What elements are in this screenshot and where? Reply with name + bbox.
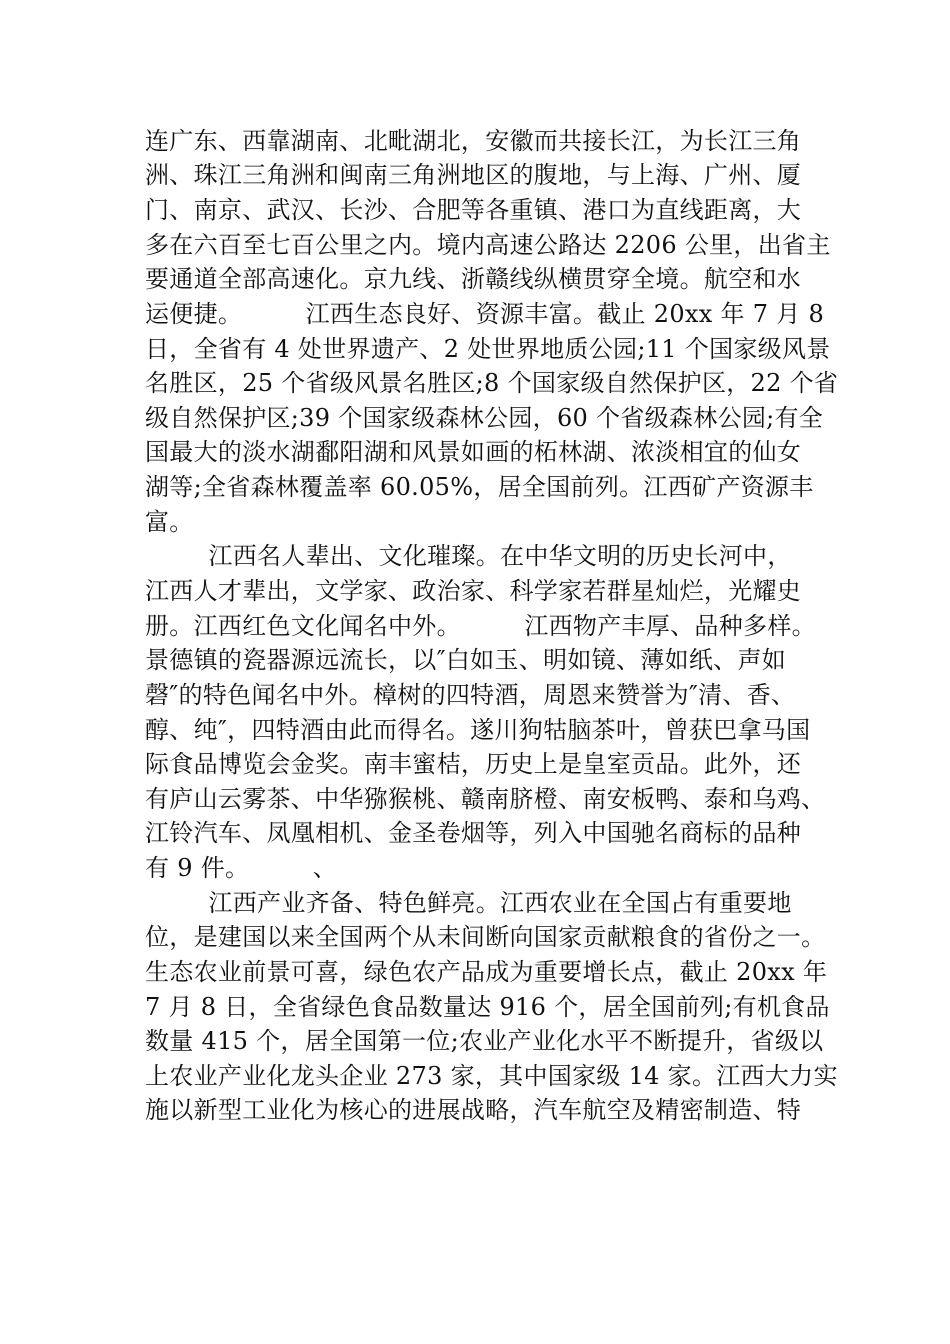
text-line: 际食品博览会金奖。南丰蜜桔，历史上是皇室贡品。此外，还 (145, 750, 802, 778)
text-line: 国最大的淡水湖鄱阳湖和风景如画的柘林湖、浓淡相宜的仙女 (145, 438, 802, 466)
text-line: 多在六百至七百公里之内。境内高速公路达 2206 公里，出省主 (145, 231, 831, 259)
text-line: 要通道全部高速化。京九线、浙赣线纵横贯穿全境。航空和水 (145, 265, 802, 293)
text-line: 醇、纯″，四特酒由此而得名。遂川狗牯脑茶叶，曾获巴拿马国 (145, 716, 811, 744)
text-line: 洲、珠江三角洲和闽南三角洲地区的腹地，与上海、广州、厦 (145, 161, 802, 189)
text-line: 名胜区，25 个省级风景名胜区;8 个国家级自然保护区，22 个省 (145, 369, 839, 397)
text-line: 富。 (145, 508, 194, 536)
text-line: 磬″的特色闻名中外。樟树的四特酒，周恩来赞誉为″清、香、 (145, 681, 796, 709)
text-line: 连广东、西靠湖南、北毗湖北，安徽而共接长江，为长江三角 (145, 127, 802, 155)
text-line: 有 9 件。 、 (145, 854, 338, 882)
text-line: 门、南京、武汉、长沙、合肥等各重镇、港口为直线距离，大 (145, 196, 802, 224)
text-line: 有庐山云雾茶、中华猕猴桃、赣南脐橙、南安板鸭、泰和乌鸡、 (145, 785, 826, 813)
text-line: 7 月 8 日，全省绿色食品数量达 916 个，居全国前列;有机食品 (145, 993, 830, 1021)
text-line: 上农业产业化龙头企业 273 家，其中国家级 14 家。江西大力实 (145, 1062, 838, 1090)
text-line: 册。江西红色文化闻名中外。 江西物产丰厚、品种多样。 (145, 612, 816, 640)
text-line: 景德镇的瓷器源远流长，以″白如玉、明如镜、薄如纸、声如 (145, 646, 787, 674)
text-line: 湖等;全省森林覆盖率 60.05%，居全国前列。江西矿产资源丰 (145, 473, 814, 501)
text-line: 数量 415 个，居全国第一位;农业产业化水平不断提升，省级以 (145, 1027, 824, 1055)
text-line: 级自然保护区;39 个国家级森林公园，60 个省级森林公园;有全 (145, 404, 824, 432)
text-line: 日，全省有 4 处世界遗产、2 处世界地质公园;11 个国家级风景 (145, 335, 831, 363)
text-line: 运便捷。 江西生态良好、资源丰富。截止 20xx 年 7 月 8 (145, 300, 825, 328)
text-line: 施以新型工业化为核心的进展战略，汽车航空及精密制造、特 (145, 1096, 802, 1124)
text-line: 江西人才辈出，文学家、政治家、科学家若群星灿烂，光耀史 (145, 577, 802, 605)
text-line: 江西名人辈出、文化璀璨。在中华文明的历史长河中， (145, 542, 792, 570)
text-line: 江西产业齐备、特色鲜亮。江西农业在全国占有重要地 (145, 889, 792, 917)
text-line: 位，是建国以来全国两个从未间断向国家贡献粮食的省份之一。 (145, 923, 826, 951)
text-line: 生态农业前景可喜，绿色农产品成为重要增长点，截止 20xx 年 (145, 958, 828, 986)
text-line: 江铃汽车、凤凰相机、金圣卷烟等，列入中国驰名商标的品种 (145, 819, 802, 847)
